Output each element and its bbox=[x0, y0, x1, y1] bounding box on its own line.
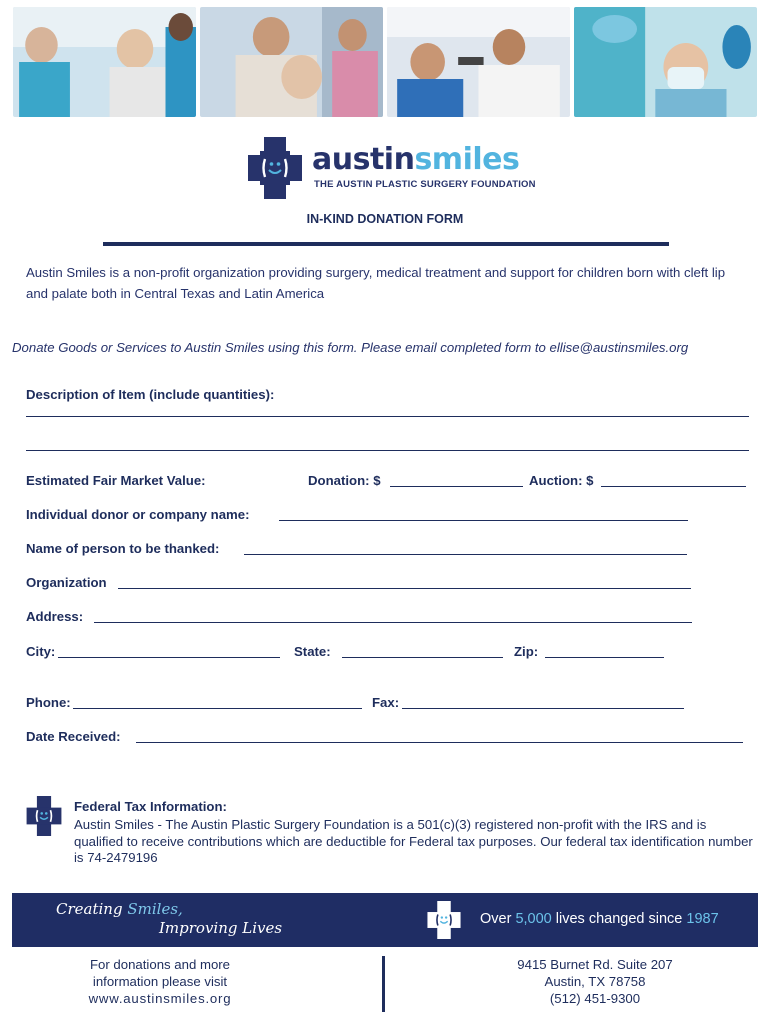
phone-label: Phone: bbox=[26, 695, 71, 710]
footer-divider bbox=[382, 956, 385, 1012]
photo-doctor-examining-child bbox=[387, 7, 570, 117]
slogan-line-2: Improving Lives bbox=[159, 919, 283, 937]
thanked-name-label: Name of person to be thanked: bbox=[26, 541, 220, 556]
organization-label: Organization bbox=[26, 575, 107, 590]
address-line-1: 9415 Burnet Rd. Suite 207 bbox=[517, 957, 673, 972]
footer-donation-info bbox=[60, 956, 260, 1007]
footer-banner bbox=[12, 893, 758, 947]
zip-label: Zip: bbox=[514, 644, 539, 659]
donate-instructions: Donate Goods or Services to Austin Smiles using this form. Please email completed form to ellise@austinsmiles.org bbox=[12, 340, 689, 355]
austin-smiles-logo bbox=[248, 137, 538, 199]
photo-strip bbox=[13, 7, 757, 117]
donation-label: Donation: $ bbox=[308, 473, 381, 488]
form-title: IN-KIND DONATION FORM bbox=[306, 212, 464, 226]
fax-label: Fax: bbox=[372, 695, 400, 710]
photo-child-with-mask bbox=[574, 7, 757, 117]
fair-market-value-label: Estimated Fair Market Value: bbox=[26, 473, 206, 488]
slogan-line-1: Creating Smiles, bbox=[56, 900, 183, 918]
donation-amount-field[interactable] bbox=[390, 486, 523, 487]
date-received-label: Date Received: bbox=[26, 729, 121, 744]
date-received-field[interactable] bbox=[136, 742, 743, 743]
logo-subtitle: THE AUSTIN PLASTIC SURGERY FOUNDATION bbox=[314, 179, 536, 190]
phone-number: (512) 451-9300 bbox=[549, 991, 641, 1006]
tax-info-body: Austin Smiles - The Austin Plastic Surgery Foundation is a 501(c)(3) registered non-profit with the IRS and is qualified to receive contributions which are deductible for Federal tax purposes. Our federal tax identification number is 74-2479196 bbox=[74, 817, 753, 865]
description-label: Description of Item (include quantities): bbox=[26, 387, 275, 402]
slogan bbox=[56, 900, 296, 942]
city-field[interactable] bbox=[58, 657, 280, 658]
intro-paragraph: Austin Smiles is a non-profit organization providing surgery, medical treatment and support for children born with cleft lip and palate both in Central Texas and Latin America bbox=[26, 265, 726, 301]
address-line-2: Austin, TX 78758 bbox=[544, 974, 646, 989]
donor-name-field[interactable] bbox=[279, 520, 688, 521]
city-label: City: bbox=[26, 644, 56, 659]
zip-field[interactable] bbox=[545, 657, 664, 658]
description-line-1[interactable] bbox=[26, 416, 749, 417]
donor-name-label: Individual donor or company name: bbox=[26, 507, 250, 522]
website-link[interactable]: www.austinsmiles.org bbox=[88, 991, 232, 1006]
smile-cross-icon bbox=[248, 137, 302, 199]
logo-wordmark: austinsmiles bbox=[312, 142, 520, 177]
smile-cross-icon bbox=[26, 796, 62, 836]
tax-info-heading: Federal Tax Information: bbox=[74, 799, 227, 814]
photo-mother-with-baby bbox=[200, 7, 383, 117]
auction-amount-field[interactable] bbox=[601, 486, 746, 487]
description-line-2[interactable] bbox=[26, 450, 749, 451]
photo-doctor-with-child bbox=[13, 7, 196, 117]
footer-line-1: For donations and more bbox=[89, 957, 230, 972]
footer-line-2: information please visit bbox=[92, 974, 228, 989]
lives-changed-text: Over 5,000 lives changed since 1987 bbox=[480, 911, 719, 927]
address-label: Address: bbox=[26, 609, 84, 624]
smile-cross-icon bbox=[427, 901, 461, 939]
fax-field[interactable] bbox=[402, 708, 684, 709]
title-underline bbox=[103, 242, 669, 246]
footer-contact bbox=[490, 956, 700, 1007]
state-label: State: bbox=[294, 644, 331, 659]
auction-label: Auction: $ bbox=[529, 473, 594, 488]
thanked-name-field[interactable] bbox=[244, 554, 687, 555]
organization-field[interactable] bbox=[118, 588, 691, 589]
state-field[interactable] bbox=[342, 657, 503, 658]
phone-field[interactable] bbox=[73, 708, 362, 709]
address-field[interactable] bbox=[94, 622, 692, 623]
